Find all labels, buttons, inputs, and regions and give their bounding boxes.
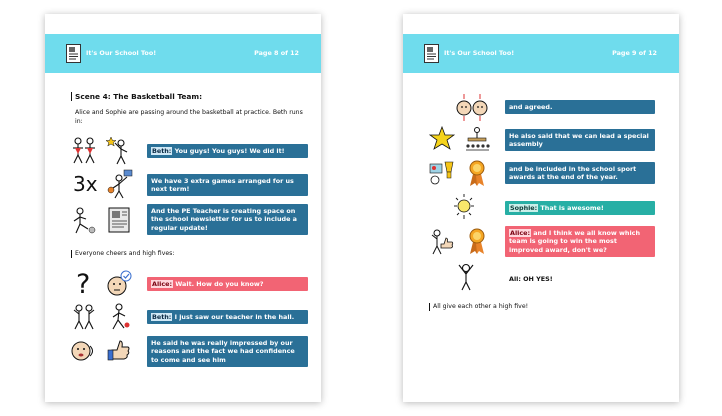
document-icon: [424, 44, 439, 63]
dialogue-text: Wait. How do you know?: [173, 279, 264, 288]
dialogue-line: [147, 336, 308, 367]
document-page-8: [45, 14, 321, 402]
dialogue-text: We have 3 extra games arranged for us next term!: [151, 176, 294, 193]
cheering-person-icon: [453, 261, 479, 291]
dialogue-line: [147, 277, 308, 291]
dialogue-text: and be included in the school sport awards at the end of the year.: [509, 164, 637, 181]
assembly-icon: [464, 124, 490, 154]
speaker-name: Alice:: [510, 228, 531, 237]
dialogue-text: He also said that we can lead a special assembly: [509, 131, 649, 148]
dialogue-line: [505, 100, 655, 114]
header-title: It's Our School Too!: [86, 49, 157, 57]
ribbon-icon: [464, 226, 490, 256]
svg-text:?: ?: [76, 269, 91, 297]
dialogue-line: [505, 162, 655, 184]
document-page-9: [403, 14, 679, 402]
header-title: It's Our School Too!: [444, 49, 515, 57]
excited-idea-icon: [451, 192, 477, 222]
speaker-name: Sophie:: [510, 203, 538, 212]
two-people-icon: [71, 135, 97, 165]
person-thumbs-up-icon: [429, 226, 455, 256]
dialogue-text: and I think we all know which team is going to win the most improved award, don't we?: [509, 228, 641, 254]
dialogue-line: [505, 226, 655, 257]
dialogue-line: [505, 272, 655, 286]
question-mark-icon: [71, 267, 97, 297]
teacher-kicking-icon: [71, 205, 97, 235]
sport-awards-icon: [429, 158, 455, 188]
dialogue-line: [147, 174, 308, 196]
speaker-name: Beth:: [152, 146, 172, 155]
newsletter-icon: [106, 205, 132, 235]
dialogue-text: I just saw our teacher in the hall.: [172, 312, 295, 321]
thumbs-up-icon: [106, 335, 132, 365]
document-icon: [66, 44, 81, 63]
page-header: [45, 34, 321, 73]
talking-face-icon: [71, 336, 97, 366]
stage-direction: All give each other a high five!: [433, 303, 529, 310]
dialogue-line: [505, 129, 655, 151]
stage-direction: Everyone cheers and high fives:: [75, 250, 175, 257]
page-number: Page 9 of 12: [612, 49, 657, 57]
dialogue-text: He said he was really impressed by our reasons and the fact we had confidence to come and see him: [151, 338, 295, 364]
page-number: Page 8 of 12: [254, 49, 299, 57]
intro-text: Alice and Sophie are passing around the basketball at practice. Beth runs in:: [75, 109, 303, 125]
dialogue-text: And the PE Teacher is creating space on the school newsletter for us to include a regular update!: [151, 206, 297, 232]
counting-text: 3x: [73, 172, 98, 196]
dialogue-line: [147, 144, 308, 158]
speaker-name: All:: [509, 274, 521, 283]
dialogue-line: [505, 201, 655, 215]
people-pointing-icon: [71, 301, 97, 331]
star-icon: [429, 124, 455, 154]
walking-person-icon: [106, 301, 132, 331]
speaker-name: Alice:: [152, 279, 173, 288]
dialogue-line: [147, 310, 308, 324]
dialogue-line: [147, 204, 308, 235]
thinking-face-icon: [106, 269, 132, 299]
person-star-icon: [106, 135, 132, 165]
dialogue-text: That is awesome!: [538, 203, 604, 212]
dialogue-text: You guys! You guys! We did it!: [172, 146, 285, 155]
dialogue-text: OH YES!: [520, 274, 553, 283]
scene-title: Scene 4: The Basketball Team:: [75, 92, 203, 101]
dialogue-text: and agreed.: [509, 102, 553, 111]
basketball-player-icon: [107, 169, 133, 199]
speaker-name: Beth:: [152, 312, 172, 321]
page-header: [403, 34, 679, 73]
nodding-faces-icon: [455, 92, 489, 122]
ribbon-icon: [464, 158, 490, 188]
